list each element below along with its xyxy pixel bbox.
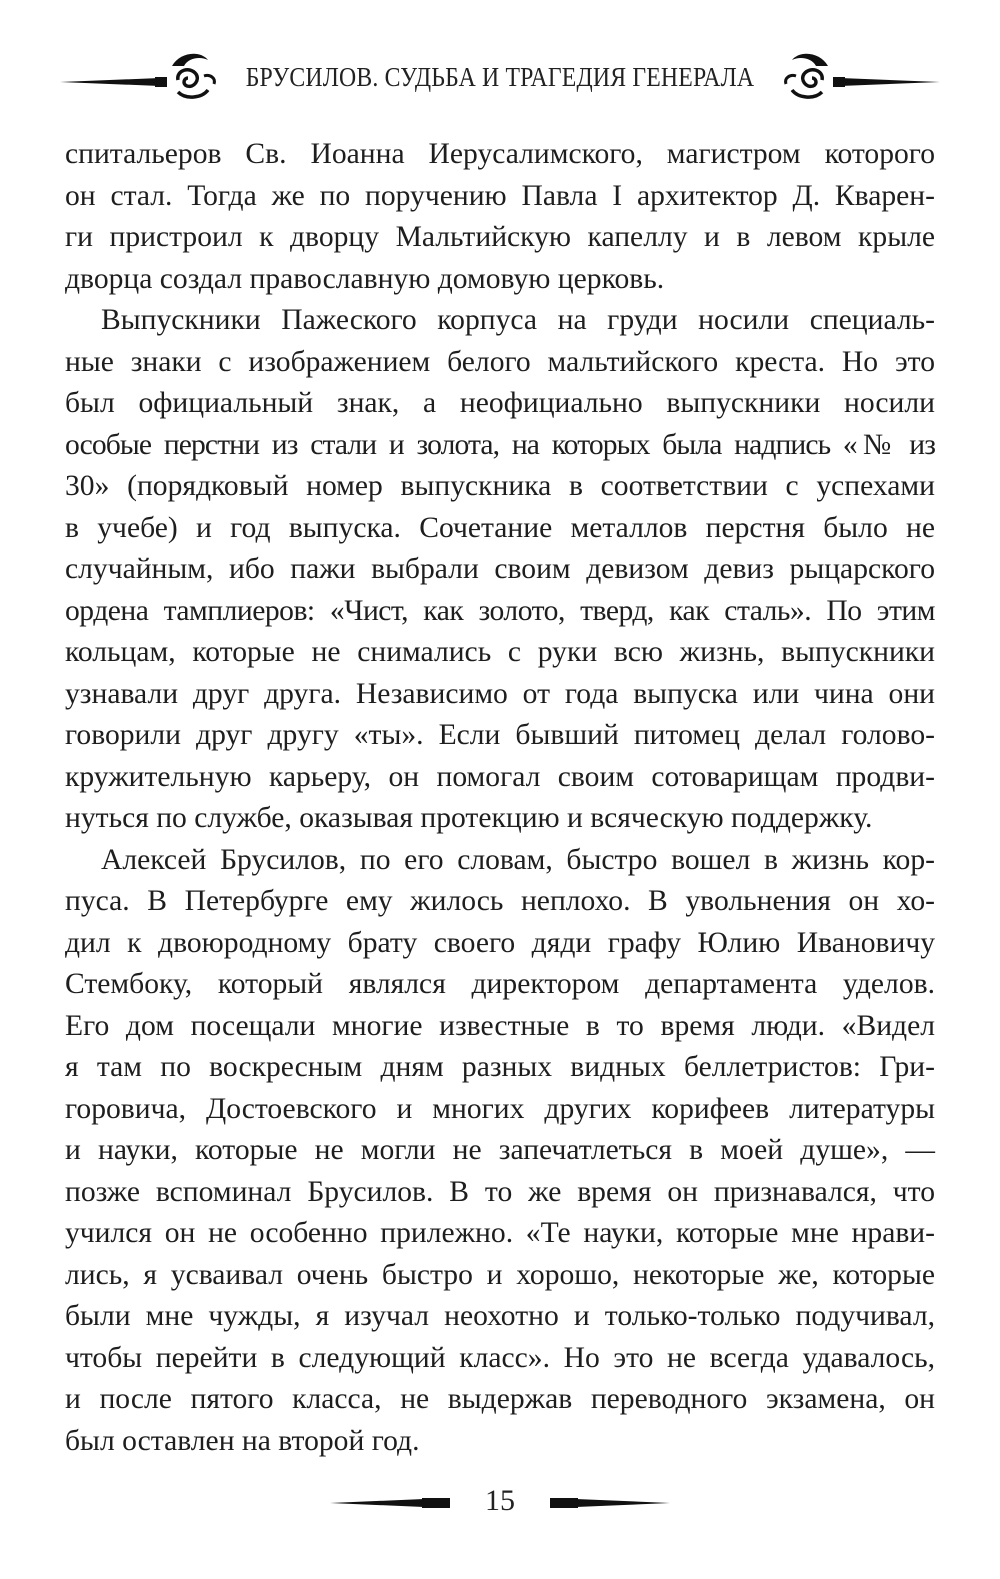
running-title: БРУСИЛОВ. СУДЬБА И ТРАГЕДИЯ ГЕНЕРАЛА — [245, 62, 755, 92]
text-line: особые перстни из стали и золота, на которых была надпись «№ из — [65, 428, 935, 461]
text-line: нуться по службе, оказывая протекцию и всяческую поддержку. — [65, 802, 873, 834]
text-line: Стембоку, который являлся директором департамента уделов. — [65, 968, 935, 1000]
text-line: и науки, которые не могли не запечатлеться в моей душе», — — [65, 1134, 935, 1166]
text-line: позже вспоминал Брусилов. В то же время он признавался, что — [65, 1175, 935, 1208]
text-line: узнавали друг друга. Независимо от года выпуска или чина они — [65, 677, 935, 710]
text-line: Его дом посещали многие известные в то время люди. «Видел — [65, 1009, 935, 1042]
paragraph-2 — [65, 300, 935, 840]
text-line: пуса. В Петербурге ему жилось неплохо. В увольнения он хо- — [65, 885, 935, 917]
text-line: учился он не особенно прилежно. «Те науки, которые мне нрави- — [65, 1217, 935, 1249]
text-line: говорили друг другу «ты». Если бывший питомец делал голово- — [65, 719, 935, 751]
text-line: кольцам, которые не снимались с руки всю жизнь, выпускники — [65, 636, 935, 668]
text-line: был официальный знак, а неофициально выпускники носили — [65, 387, 935, 419]
swirl-ornament-icon — [770, 46, 940, 106]
text-line: кружительную карьеру, он помогал своим сотоварищам продви- — [65, 760, 935, 793]
text-line: ги пристроил к дворцу Мальтийскую капеллу и в левом крыле — [65, 221, 935, 253]
footer-rule-icon — [550, 1497, 670, 1509]
text-line: ордена тамплиеров: «Чист, как золото, тверд, как сталь». По этим — [65, 594, 935, 627]
page-body — [65, 134, 935, 1462]
running-header — [60, 38, 940, 108]
text-line: 30» (порядковый номер выпускника в соответствии с успехами — [65, 470, 935, 502]
paragraph-1 — [65, 134, 935, 300]
text-line: и после пятого класса, не выдержав переводного экзамена, он — [65, 1383, 935, 1415]
paragraph-3 — [65, 840, 935, 1463]
text-line: были мне чужды, я изучал неохотно и только-только подучивал, — [65, 1300, 935, 1332]
text-line: дворца создал православную домовую церковь. — [65, 262, 665, 295]
text-line: случайным, ибо пажи выбрали своим девизом девиз рыцарского — [65, 553, 935, 585]
text-line: горовича, Достоевского и многих других корифеев литературы — [65, 1092, 935, 1125]
text-line: спитальеров Св. Иоанна Иерусалимского, магистром которого — [65, 138, 935, 170]
text-line: лись, я усваивал очень быстро и хорошо, некоторые же, которые — [65, 1258, 935, 1291]
text-line: Алексей Брусилов, по его словам, быстро вошел в жизнь кор- — [101, 843, 935, 876]
text-line: он стал. Тогда же по поручению Павла I архитектор Д. Кварен- — [65, 179, 935, 212]
text-line: ные знаки с изображением белого мальтийского креста. Но это — [65, 345, 935, 378]
text-line: чтобы перейти в следующий класс». Но это не всегда удавалось, — [65, 1341, 935, 1374]
text-line: в учебе) и год выпуска. Сочетание металлов перстня было не — [65, 511, 935, 544]
text-line: я там по воскресным дням разных видных беллетристов: Гри- — [65, 1051, 935, 1083]
page-number: 15 — [485, 1484, 515, 1517]
text-line: был оставлен на второй год. — [65, 1424, 420, 1457]
page-footer — [330, 1478, 670, 1528]
text-line: Выпускники Пажеского корпуса на груди носили специаль- — [101, 304, 935, 336]
text-line: дил к двоюродному брату своего дяди графу Юлию Ивановичу — [65, 926, 935, 959]
